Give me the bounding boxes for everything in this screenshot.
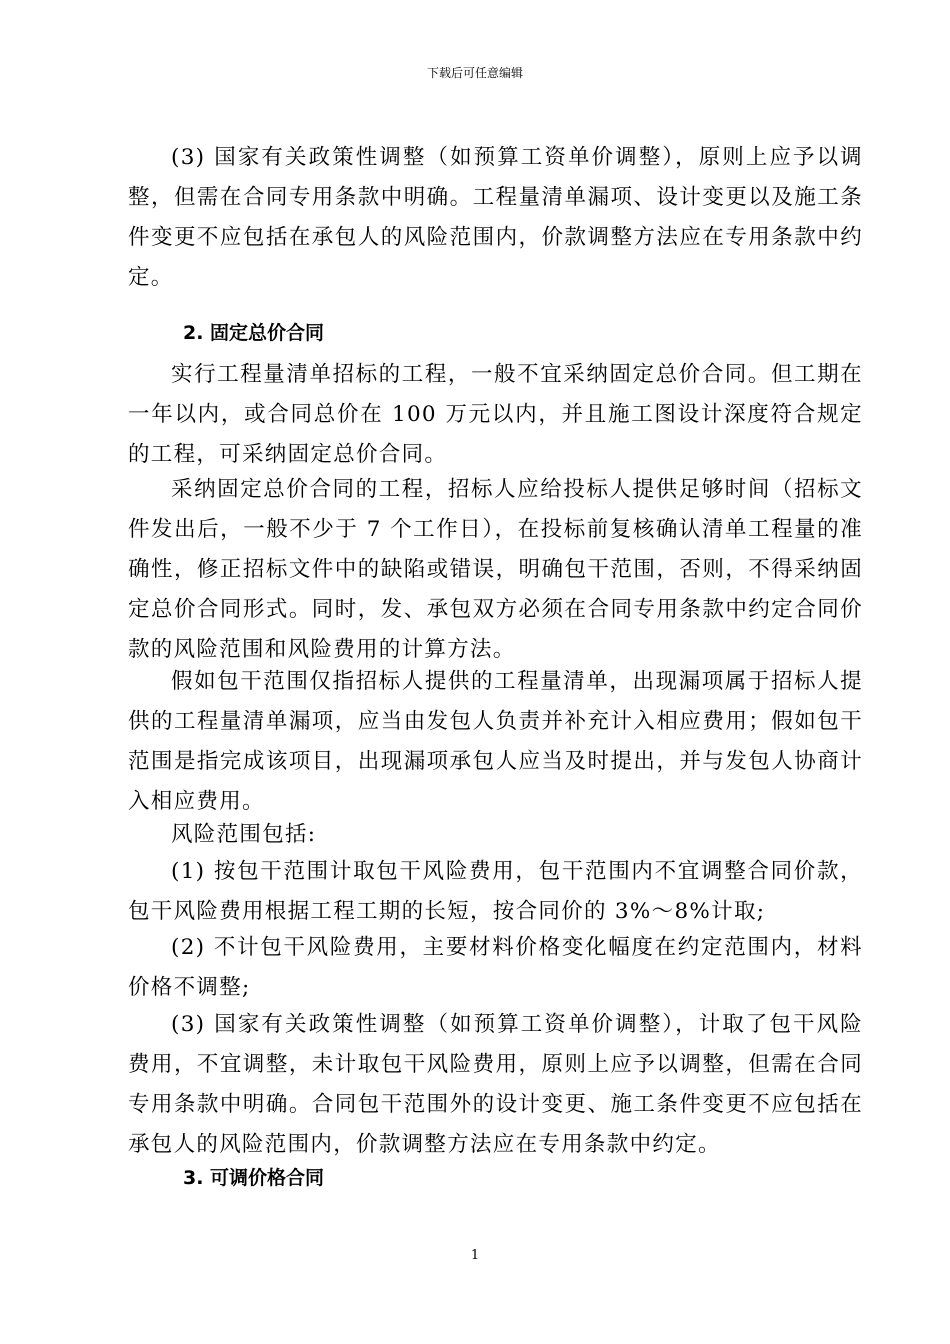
paragraph-4: 假如包干范围仅指招标人提供的工程量清单，出现漏项属于招标人提供的工程量清单漏项，应当由发包人负责并补充计入相应费用；假如包干范围是指完成该项目，出现漏项承包人应当及时提出，并与发包人协商计入相应费用。 <box>128 669 863 814</box>
paragraph-8: (3) 国家有关政策性调整（如预算工资单价调整），计取了包干风险费用，不宜调整，未计取包干风险费用，原则上应予以调整，但需在合同专用条款中明确。合同包干范围外的设计变更、施工条件变更不应包括在承包人的风险范围内，价款调整方法应在专用条款中约定。 <box>128 1012 863 1157</box>
paragraph-1: (3) 国家有关政策性调整（如预算工资单价调整），原则上应予以调整，但需在合同专用条款中明确。工程量清单漏项、设计变更以及施工条件变更不应包括在承包人的风险范围内，价款调整方法应在专用条款中约定。 <box>128 145 863 290</box>
paragraph-3: 采纳固定总价合同的工程，招标人应给投标人提供足够时间（招标文件发出后，一般不少于 7 个工作日），在投标前复核确认清单工程量的准确性，修正招标文件中的缺陷或错误，明确包干范围，否则，不得采纳固定总价合同形式。同时，发、承包双方必须在合同专用条款中约定合同价款的风险范围和风险费用的计算方法。 <box>128 477 863 662</box>
section-heading-2: 2. 固定总价合同 <box>183 322 325 344</box>
paragraph-2: 实行工程量清单招标的工程，一般不宜采纳固定总价合同。但工期在一年以内，或合同总价在 100 万元以内，并且施工图设计深度符合规定的工程，可采纳固定总价合同。 <box>128 362 863 467</box>
paragraph-6: (1) 按包干范围计取包干风险费用，包干范围内不宜调整合同价款，包干风险费用根据工程工期的长短，按合同价的 3%～8%计取; <box>128 859 863 924</box>
page-header: 下载后可任意编辑 <box>426 66 523 80</box>
paragraph-7: (2) 不计包干风险费用，主要材料价格变化幅度在约定范围内，材料价格不调整; <box>128 935 863 1000</box>
paragraph-5: 风险范围包括: <box>171 822 317 847</box>
page-number: 1 <box>470 1248 480 1263</box>
section-heading-3: 3. 可调价格合同 <box>183 1167 325 1189</box>
